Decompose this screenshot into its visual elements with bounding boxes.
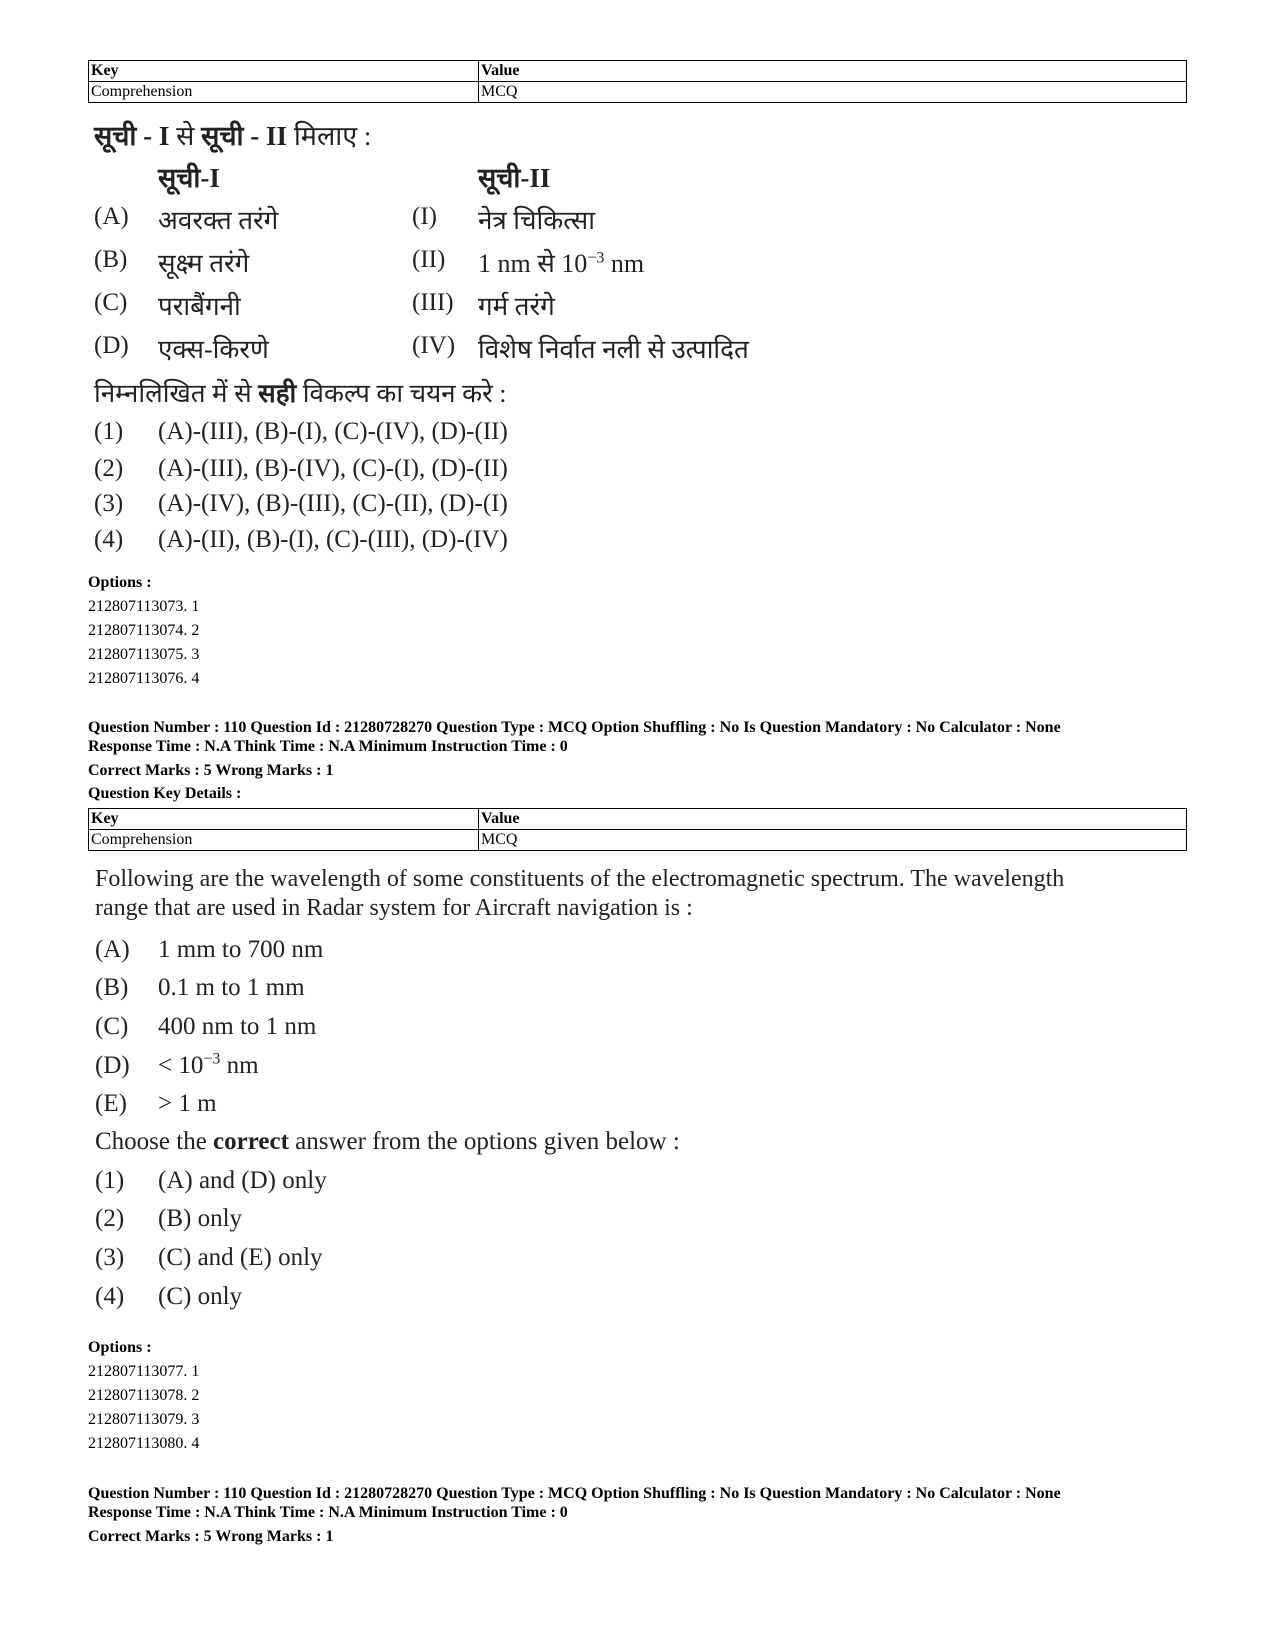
q1-instruction-bold: सही bbox=[258, 379, 297, 408]
q1-answer-2-num: (2) bbox=[94, 455, 124, 482]
q1-answer-4-text: (A)-(II), (B)-(I), (C)-(III), (D)-(IV) bbox=[158, 526, 508, 553]
q1-row-iii-label: (III) bbox=[412, 289, 454, 316]
value-cell: MCQ bbox=[479, 82, 1187, 103]
q1-title bbox=[94, 116, 371, 153]
q1-instruction bbox=[94, 374, 506, 410]
q3-meta-line-1: Question Number : 110 Question Id : 21280728270 Question Type : MCQ Option Shuffling : No Is Question Mandatory : No Calculator : None bbox=[88, 1485, 1061, 1502]
q2-item-d-label: (D) bbox=[95, 1052, 130, 1079]
q1-option-3: 212807113075. 3 bbox=[88, 646, 200, 663]
q1-row-b-text: सूक्ष्म तरंगे bbox=[158, 249, 250, 278]
q1-row-iv-text: विशेष निर्वात नली से उत्पादित bbox=[478, 335, 749, 364]
q2-meta-line-3: Correct Marks : 5 Wrong Marks : 1 bbox=[88, 762, 334, 779]
q1-title-mid: से bbox=[169, 121, 202, 151]
q1-answer-3-text: (A)-(IV), (B)-(III), (C)-(II), (D)-(I) bbox=[158, 490, 508, 517]
q2-option-1: 212807113077. 1 bbox=[88, 1363, 200, 1380]
q1-row-iii-text: गर्म तरंगे bbox=[478, 292, 555, 321]
q1-instruction-post: विकल्प का चयन करे : bbox=[296, 379, 507, 408]
q1-answer-3-num: (3) bbox=[94, 490, 124, 517]
q2-answer-1-num: (1) bbox=[95, 1167, 125, 1194]
q1-row-a-text: अवरक्त तरंगे bbox=[158, 206, 279, 235]
q1-row-ii-text-unit: nm bbox=[604, 249, 645, 278]
q1-row-iv-label: (IV) bbox=[412, 332, 456, 359]
q1-row-a-label: (A) bbox=[94, 203, 129, 230]
q3-meta-line-2: Response Time : N.A Think Time : N.A Minimum Instruction Time : 0 bbox=[88, 1504, 568, 1521]
table-header-row bbox=[89, 809, 1187, 830]
q3-meta-block bbox=[88, 1483, 1061, 1548]
q2-item-d-text-exp: −3 bbox=[203, 1050, 221, 1068]
q2-answer-3-num: (3) bbox=[95, 1244, 125, 1271]
q2-stem-line-2: range that are used in Radar system for Aircraft navigation is : bbox=[95, 895, 693, 921]
q1-row-d-text: एक्स-किरणे bbox=[158, 335, 269, 364]
q1-row-ii-text-main: 1 nm से 10 bbox=[478, 249, 588, 278]
key-header: Key bbox=[89, 809, 479, 830]
q1-list1-heading: सूची-I bbox=[158, 163, 220, 193]
q1-list2-heading: सूची-II bbox=[478, 163, 551, 193]
q1-row-d-label: (D) bbox=[94, 332, 129, 359]
q1-row-c-text: पराबैंगनी bbox=[158, 292, 241, 321]
q2-stem-line-1: Following are the wavelength of some constituents of the electromagnetic spectrum. The wavelength bbox=[95, 866, 1065, 892]
q2-option-3: 212807113079. 3 bbox=[88, 1411, 200, 1428]
value-cell: MCQ bbox=[479, 830, 1187, 851]
q2-option-2: 212807113078. 2 bbox=[88, 1387, 200, 1404]
q2-item-d-text bbox=[158, 1052, 259, 1080]
question-key-table bbox=[88, 60, 1187, 103]
q1-title-list1: सूची - I bbox=[94, 121, 170, 151]
q2-item-e-text: > 1 m bbox=[158, 1090, 217, 1117]
q1-options-block bbox=[88, 572, 199, 690]
q1-option-4: 212807113076. 4 bbox=[88, 670, 200, 687]
table-row bbox=[89, 82, 1187, 103]
question-key-table-2 bbox=[88, 808, 1187, 851]
q2-item-e-label: (E) bbox=[95, 1090, 127, 1117]
value-header: Value bbox=[479, 61, 1187, 82]
value-header: Value bbox=[479, 809, 1187, 830]
q1-answer-1-text: (A)-(III), (B)-(I), (C)-(IV), (D)-(II) bbox=[158, 418, 508, 445]
q2-meta-line-2: Response Time : N.A Think Time : N.A Minimum Instruction Time : 0 bbox=[88, 738, 568, 755]
q1-answer-1-num: (1) bbox=[94, 418, 124, 445]
q1-row-ii-text bbox=[478, 244, 644, 280]
q2-instruction bbox=[95, 1128, 680, 1156]
q1-row-ii-label: (II) bbox=[412, 246, 446, 273]
q2-meta-line-1: Question Number : 110 Question Id : 21280728270 Question Type : MCQ Option Shuffling : No Is Question Mandatory : No Calculator : None bbox=[88, 719, 1061, 736]
q1-answer-2-text: (A)-(III), (B)-(IV), (C)-(I), (D)-(II) bbox=[158, 455, 508, 482]
q2-option-4: 212807113080. 4 bbox=[88, 1435, 200, 1452]
q1-answer-4-num: (4) bbox=[94, 526, 124, 553]
table-header-row bbox=[89, 61, 1187, 82]
table-row bbox=[89, 830, 1187, 851]
q1-option-1: 212807113073. 1 bbox=[88, 598, 200, 615]
q2-answer-4-text: (C) only bbox=[158, 1283, 243, 1310]
q3-meta-line-3: Correct Marks : 5 Wrong Marks : 1 bbox=[88, 1528, 334, 1545]
q2-item-a-text: 1 mm to 700 nm bbox=[158, 936, 324, 963]
q2-answer-3-text: (C) and (E) only bbox=[158, 1244, 323, 1271]
q1-row-b-label: (B) bbox=[94, 246, 128, 273]
q1-instruction-pre: निम्नलिखित में से bbox=[94, 379, 259, 408]
q2-options-label: Options : bbox=[88, 1339, 152, 1356]
q2-options-block bbox=[88, 1337, 199, 1455]
q2-answer-2-text: (B) only bbox=[158, 1205, 243, 1232]
key-header: Key bbox=[89, 61, 479, 82]
q1-row-i-label: (I) bbox=[412, 203, 437, 230]
q2-item-d-text-unit: nm bbox=[220, 1052, 259, 1079]
q2-item-c-label: (C) bbox=[95, 1013, 129, 1040]
q2-item-b-label: (B) bbox=[95, 974, 129, 1001]
q1-option-2: 212807113074. 2 bbox=[88, 622, 200, 639]
q2-item-d-text-main: < 10 bbox=[158, 1052, 204, 1079]
key-cell: Comprehension bbox=[89, 82, 479, 103]
q1-row-c-label: (C) bbox=[94, 289, 128, 316]
q2-meta-block bbox=[88, 717, 1061, 805]
q1-row-i-text: नेत्र चिकित्सा bbox=[478, 206, 595, 235]
q2-item-c-text: 400 nm to 1 nm bbox=[158, 1013, 317, 1040]
q2-meta-line-4: Question Key Details : bbox=[88, 785, 242, 802]
q1-options-label: Options : bbox=[88, 574, 152, 591]
key-cell: Comprehension bbox=[89, 830, 479, 851]
q2-instruction-bold: correct bbox=[213, 1128, 289, 1155]
q2-item-a-label: (A) bbox=[95, 936, 130, 963]
q2-answer-4-num: (4) bbox=[95, 1283, 125, 1310]
q1-title-end: मिलाए : bbox=[287, 121, 372, 151]
q2-answer-1-text: (A) and (D) only bbox=[158, 1167, 327, 1194]
q2-instruction-post: answer from the options given below : bbox=[288, 1128, 680, 1155]
q2-answer-2-num: (2) bbox=[95, 1205, 125, 1232]
q1-title-list2: सूची - II bbox=[201, 121, 288, 151]
q2-instruction-pre: Choose the bbox=[95, 1128, 214, 1155]
q1-row-ii-text-exp: −3 bbox=[587, 249, 605, 267]
q2-item-b-text: 0.1 m to 1 mm bbox=[158, 974, 305, 1001]
